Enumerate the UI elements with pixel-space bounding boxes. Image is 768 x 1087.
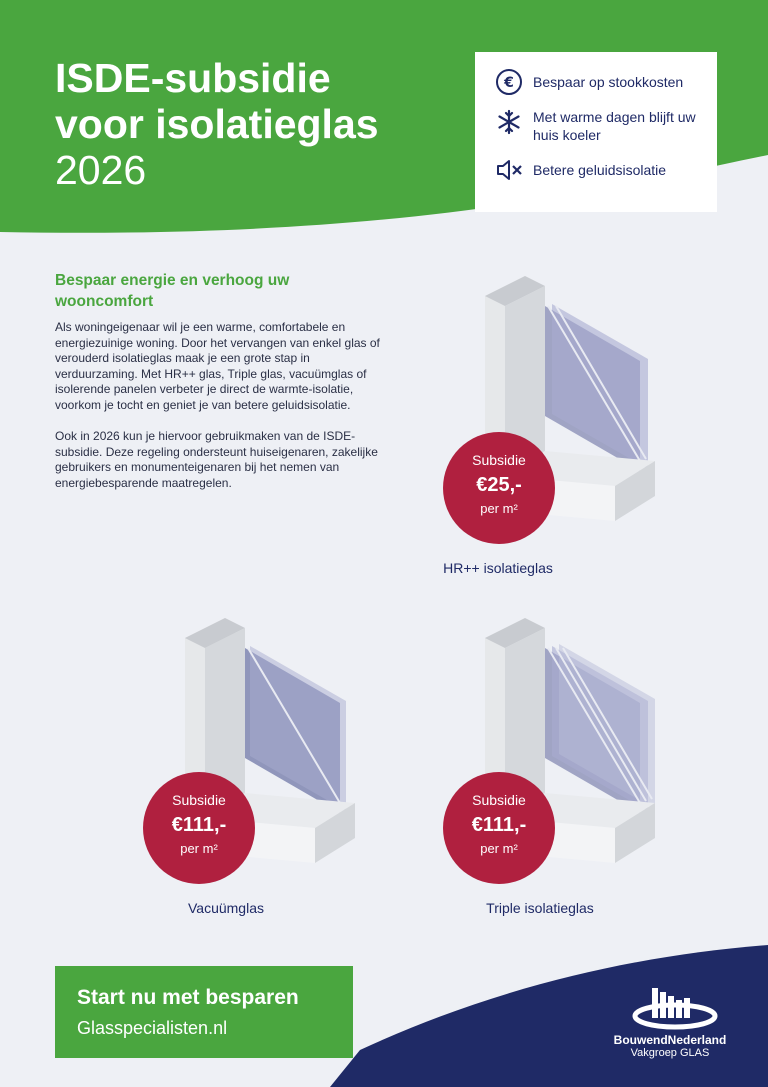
product-caption-hr: HR++ isolatieglas: [443, 560, 553, 576]
cta-title: Start nu met besparen: [77, 986, 299, 1009]
speaker-mute-icon: [495, 156, 525, 184]
badge-label: Subsidie: [172, 792, 226, 808]
benefit-item: [495, 108, 717, 144]
benefit-item: [495, 68, 717, 96]
subsidy-badge-vacuum: [143, 772, 255, 884]
badge-amount: €111,-: [471, 814, 527, 836]
badge-label: Subsidie: [472, 792, 526, 808]
benefit-text: Met warme dagen blijft uw huis koeler: [533, 109, 696, 143]
logo-graphic: [595, 984, 745, 1032]
euro-icon: [495, 68, 525, 96]
logo-sub: Vakgroep GLAS: [630, 1047, 710, 1059]
title-line-2: voor isolatieglas: [55, 101, 379, 147]
benefit-text: Betere geluidsisolatie: [533, 162, 667, 178]
benefits-box: [475, 52, 717, 212]
intro-paragraph-1: Als woningeigenaar wil je een warme, comfortabele en energiezuinige woning. Door het vervangen van enkel glas of verouderd isolatieglas maak je een grote stap in verduurzaming. Met HR++ glas, Triple glas, vacuümglas of isolerende panelen verbeter je direct de warmte-isolatie, voorkom je tocht en geniet je van betere geluidsisolatie.: [55, 320, 380, 412]
bouwend-nederland-logo: [595, 984, 745, 1074]
title-year: 2026: [55, 147, 147, 193]
product-caption-vacuum: Vacuümglas: [187, 900, 264, 916]
badge-unit: per m²: [480, 501, 518, 516]
intro-paragraph-2: Ook in 2026 kun je hiervoor gebruikmaken van de ISDE-subsidie. Deze regeling ondersteunt huiseigenaren, zakelijke gebruikers en monumenteigenaren bij het nemen van energiebesparende maatregelen.: [55, 429, 378, 490]
intro-heading: Bespaar energie en verhoog uw wooncomfort: [55, 272, 290, 310]
page-title: [55, 55, 379, 193]
benefit-item: [495, 156, 717, 184]
benefit-text: Bespaar op stookkosten: [533, 74, 684, 90]
badge-label: Subsidie: [472, 452, 526, 468]
subsidy-badge-triple: [443, 772, 555, 884]
svg-text:€: €: [504, 75, 514, 91]
badge-unit: per m²: [480, 841, 518, 856]
badge-amount: €111,-: [171, 814, 227, 836]
logo-brand: BouwendNederland: [613, 1033, 727, 1047]
product-caption-triple: Triple isolatieglas: [486, 900, 594, 916]
snowflake-icon: [495, 108, 525, 136]
intro-section: [55, 270, 385, 507]
badge-amount: €25,-: [476, 474, 522, 496]
title-line-1: ISDE-subsidie: [55, 55, 331, 101]
cta-button[interactable]: [55, 966, 353, 1058]
cta-url: Glasspecialisten.nl: [77, 1018, 228, 1038]
subsidy-badge-hr: [443, 432, 555, 544]
badge-unit: per m²: [180, 841, 218, 856]
